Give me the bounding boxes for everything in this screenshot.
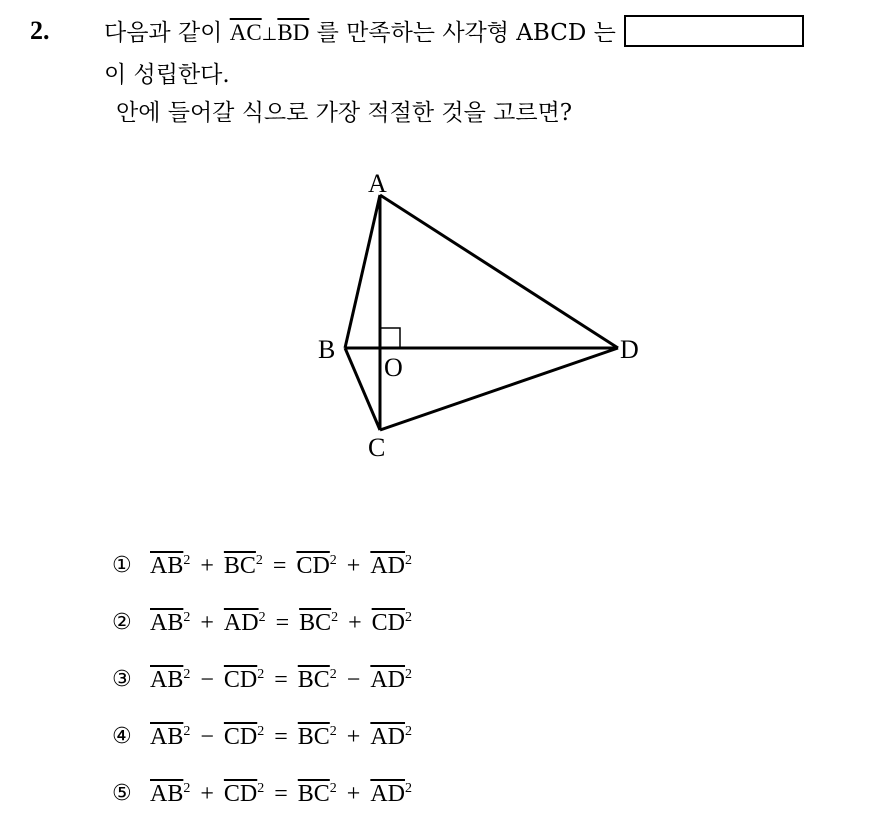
choice-number: ④ — [112, 724, 132, 749]
term: $\overline{CD}$ — [223, 781, 258, 807]
perpendicular-symbol: ⊥ — [261, 24, 278, 45]
equals-sign: = — [272, 553, 287, 579]
choice-number: ⑤ — [112, 781, 132, 806]
edge-cd — [380, 348, 618, 430]
question-prefix: 다음과 같이 — [104, 20, 223, 46]
operator: − — [200, 724, 214, 750]
equals-sign: = — [275, 610, 290, 636]
term: $\overline{BC}$ — [223, 553, 256, 579]
exponent: 2 — [257, 781, 265, 796]
operator: + — [200, 553, 214, 579]
term: $\overline{AD}$ — [370, 724, 406, 750]
edge-da — [380, 195, 618, 348]
exponent: 2 — [183, 724, 191, 739]
choice-4[interactable] — [112, 724, 412, 781]
question-line-2: 이 성립한다. — [104, 62, 230, 88]
term: $\overline{AB}$ — [150, 610, 184, 636]
exponent: 2 — [257, 667, 265, 682]
exponent: 2 — [329, 553, 337, 568]
label-d: D — [620, 335, 639, 364]
exponent: 2 — [331, 610, 339, 625]
term: $\overline{CD}$ — [223, 667, 258, 693]
exponent: 2 — [405, 781, 413, 796]
term: $\overline{AD}$ — [370, 553, 406, 579]
equals-sign: = — [274, 781, 288, 807]
equals-sign: = — [274, 724, 288, 750]
segment-bd: $\overline{BD}$ — [277, 20, 310, 45]
operator: + — [348, 610, 362, 636]
choice-2[interactable] — [112, 610, 412, 667]
quadrilateral-figure — [300, 160, 660, 470]
exponent: 2 — [257, 724, 265, 739]
operator: − — [200, 667, 214, 693]
exponent: 2 — [329, 667, 337, 682]
answer-blank-box — [624, 15, 804, 47]
operator: − — [346, 667, 361, 693]
exponent: 2 — [405, 667, 413, 682]
operator: + — [346, 781, 361, 807]
question-suffix: 를 만족하는 사각형 ABCD 는 — [316, 20, 616, 46]
label-a: A — [368, 169, 387, 198]
label-c: C — [368, 433, 386, 462]
term: $\overline{BC}$ — [297, 667, 330, 693]
exponent: 2 — [258, 610, 266, 625]
exponent: 2 — [329, 724, 337, 739]
right-angle-mark — [380, 328, 400, 348]
question-line-1 — [104, 18, 804, 50]
term: $\overline{CD}$ — [371, 610, 406, 636]
question-line-3: 안에 들어갈 식으로 가장 적절한 것을 고르면? — [116, 100, 573, 126]
exponent: 2 — [255, 553, 263, 568]
choice-number: ② — [112, 610, 132, 635]
choice-1[interactable] — [112, 553, 412, 610]
term: $\overline{AB}$ — [150, 781, 184, 807]
operator: + — [200, 781, 214, 807]
exponent: 2 — [329, 781, 337, 796]
exponent: 2 — [183, 667, 191, 682]
operator: + — [200, 610, 214, 636]
exponent: 2 — [405, 724, 413, 739]
exponent: 2 — [183, 610, 191, 625]
question-number: 2. — [30, 16, 50, 45]
term: $\overline{CD}$ — [296, 553, 330, 579]
exponent: 2 — [405, 610, 413, 625]
term: $\overline{AD}$ — [370, 781, 406, 807]
exponent: 2 — [405, 553, 413, 568]
segment-ac: $\overline{AC}$ — [229, 20, 262, 45]
exponent: 2 — [183, 553, 191, 568]
equals-sign: = — [274, 667, 288, 693]
operator: + — [346, 553, 361, 579]
term: $\overline{AB}$ — [150, 667, 184, 693]
edge-ab — [345, 195, 380, 348]
term: $\overline{BC}$ — [297, 724, 330, 750]
answer-choices — [112, 553, 412, 838]
choice-number: ① — [112, 553, 132, 578]
term: $\overline{AB}$ — [150, 553, 184, 579]
label-b: B — [318, 335, 336, 364]
choice-3[interactable] — [112, 667, 412, 724]
term: $\overline{AB}$ — [150, 724, 184, 750]
choice-5[interactable] — [112, 781, 412, 838]
term: $\overline{BC}$ — [299, 610, 332, 636]
label-o: O — [384, 353, 403, 382]
term: $\overline{CD}$ — [223, 724, 258, 750]
exponent: 2 — [183, 781, 191, 796]
choice-number: ③ — [112, 667, 132, 692]
edge-bc — [345, 348, 380, 430]
operator: + — [346, 724, 361, 750]
term: $\overline{AD}$ — [370, 667, 406, 693]
term: $\overline{BC}$ — [297, 781, 330, 807]
term: $\overline{AD}$ — [223, 610, 259, 636]
